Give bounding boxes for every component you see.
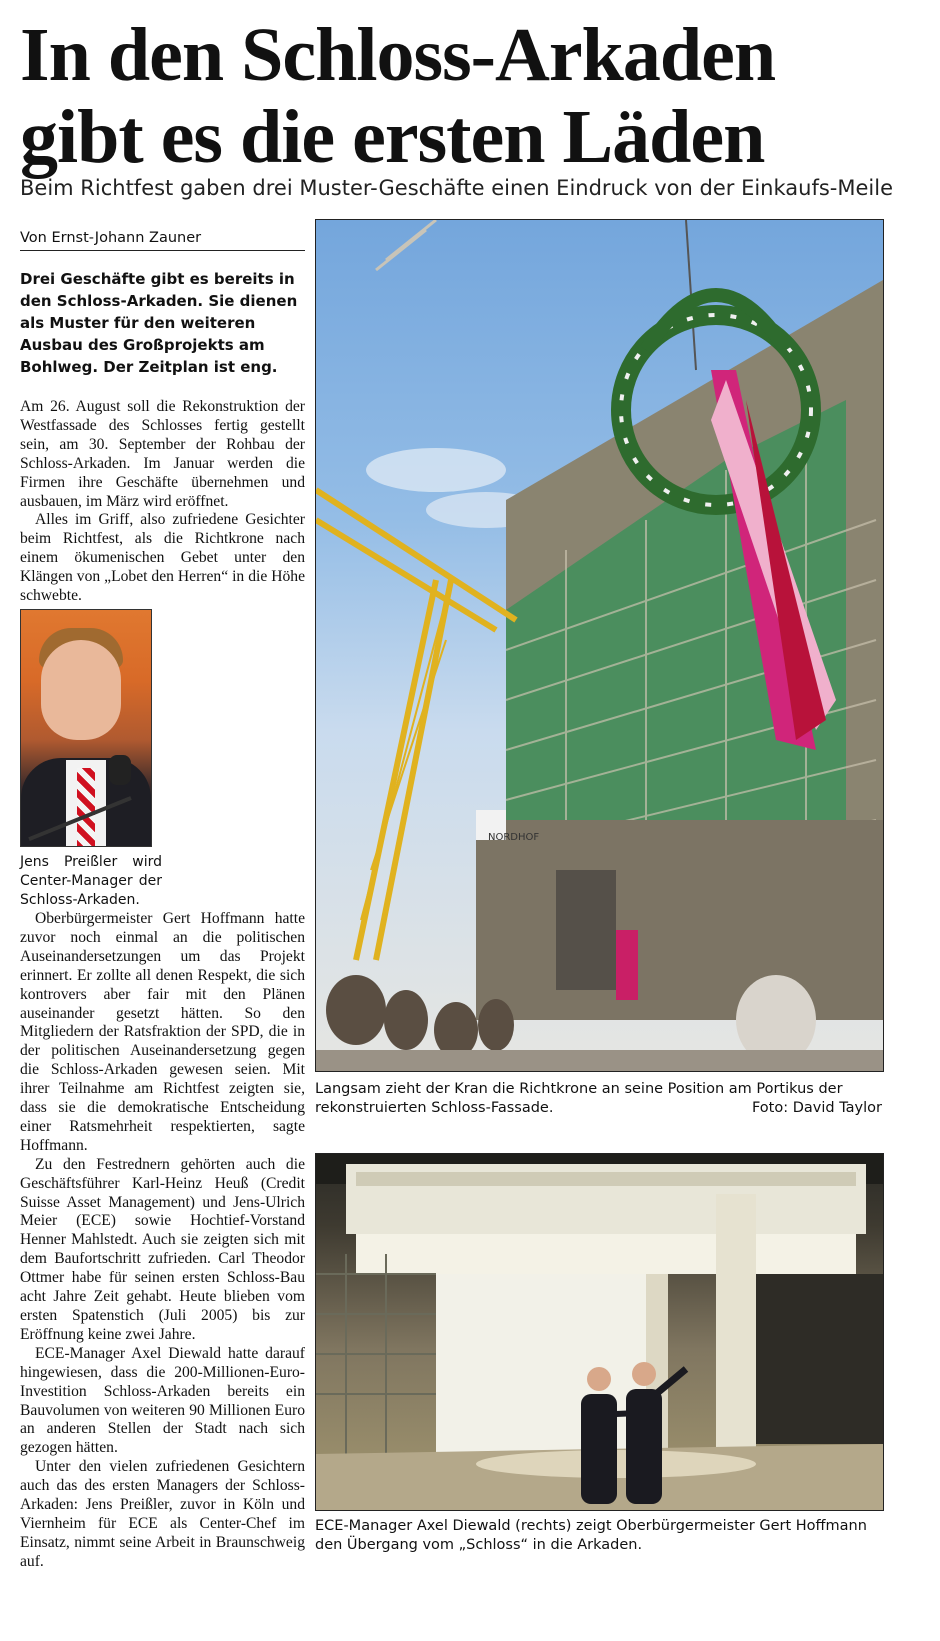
photo-1-caption: Langsam zieht der Kran die Richtkrone an seine Position am Portikus der rekonstruierten Schloss-Fassade. [315, 1081, 843, 1116]
body-paragraph-6: Unter den vielen zufriedenen Gesichtern auch das des ersten Managers der Schloss-Arkaden: Jens Preißler, zuvor in Köln und Viernheim für ECE als Center-Chef im Einsatz, nimmt seine Arbeit in Braunschweig auf. [20, 1458, 305, 1570]
lead-paragraph: Drei Geschäfte gibt es bereits in den Schloss-Arkaden. Sie dienen als Muster für den weiteren Ausbau des Großprojekts am Bohlweg. Der Zeitplan ist eng. [20, 270, 298, 376]
subheadline: Beim Richtfest gaben drei Muster-Geschäfte einen Eindruck von der Einkaufs-Meile [20, 176, 893, 200]
banner-text: NORDHOF [488, 832, 540, 843]
arcade-interior-photo [315, 1153, 884, 1511]
photo-1-credit: Foto: David Taylor [751, 1100, 882, 1116]
byline: Von Ernst-Johann Zauner [20, 228, 305, 251]
headline-line-1: In den Schloss-Arkaden [20, 13, 776, 97]
portrait-caption: Jens Preißler wird Center-Manager der Schloss-Arkaden. [20, 853, 162, 908]
body-paragraph-1: Am 26. August soll die Rekonstruktion der Westfassade des Schlosses fertig gestellt sein, am 30. September der Rohbau der Schloss-Arkaden. Im Januar werden die Firmen ihre Geschäfte übernehmen und ausbauen, im März wird eröffnet. [20, 398, 305, 510]
body-paragraph-5: ECE-Manager Axel Diewald hatte darauf hingewiesen, dass die 200-Millionen-Euro-Investition Schloss-Arkaden bereits ein Bauvolumen von weiteren 90 Millionen Euro an anderen Stellen der Stadt nach sich gezogen hätten. [20, 1344, 305, 1457]
photo-2-caption: ECE-Manager Axel Diewald (rechts) zeigt Oberbürgermeister Gert Hoffmann den Übergang vom „Schloss“ in die Arkaden. [315, 1518, 867, 1553]
headline [20, 14, 920, 178]
headline-line-2: gibt es die ersten Läden [20, 95, 765, 179]
body-paragraph-2: Alles im Griff, also zufriedene Gesichter beim Richtfest, als die Richtkrone nach einem ökumenischen Gebet unter den Klängen von „Lobet den Herren“ in die Höhe schwebte. [20, 511, 305, 605]
body-paragraph-4: Zu den Festrednern gehörten auch die Geschäftsführer Karl-Heinz Heuß (Credit Suisse Asset Management) und Jens-Ulrich Meier (ECE) sowie Hochtief-Vorstand Henner Mahlstedt. Auch sie zeigten sich mit dem Baufortschritt zufrieden. Carl Theodor Ottmer habe für seinen ersten Schloss-Bau acht Jahre Zeit gehabt. Heute blieben vom ersten Spatenstich (Juli 2005) bis zur Eröffnung keine zwei Jahre. [20, 1155, 305, 1343]
portrait-photo [20, 609, 152, 847]
microphone-icon [109, 755, 131, 785]
construction-site-photo [315, 219, 884, 1072]
article-body [20, 398, 305, 1572]
body-paragraph-3: Oberbürgermeister Gert Hoffmann hatte zuvor noch einmal an die politischen Auseinandersetzungen um das Projekt erinnert. Er zollte all denen Respekt, die sich kontrovers aber fair mit den Plänen auseinander gesetzt hätten. So den Mitgliedern der Ratsfraktion der SPD, die in der politischen Auseinandersetzung gegen die Schloss-Arkaden gewesen seien. Mit ihrer Teilnahme am Richtfest zeigten sie, dass sie die demokratische Entscheidung einer Ratsmehrheit respektierten, sagte Hoffmann. [20, 909, 305, 1154]
portrait-figure [20, 606, 162, 910]
